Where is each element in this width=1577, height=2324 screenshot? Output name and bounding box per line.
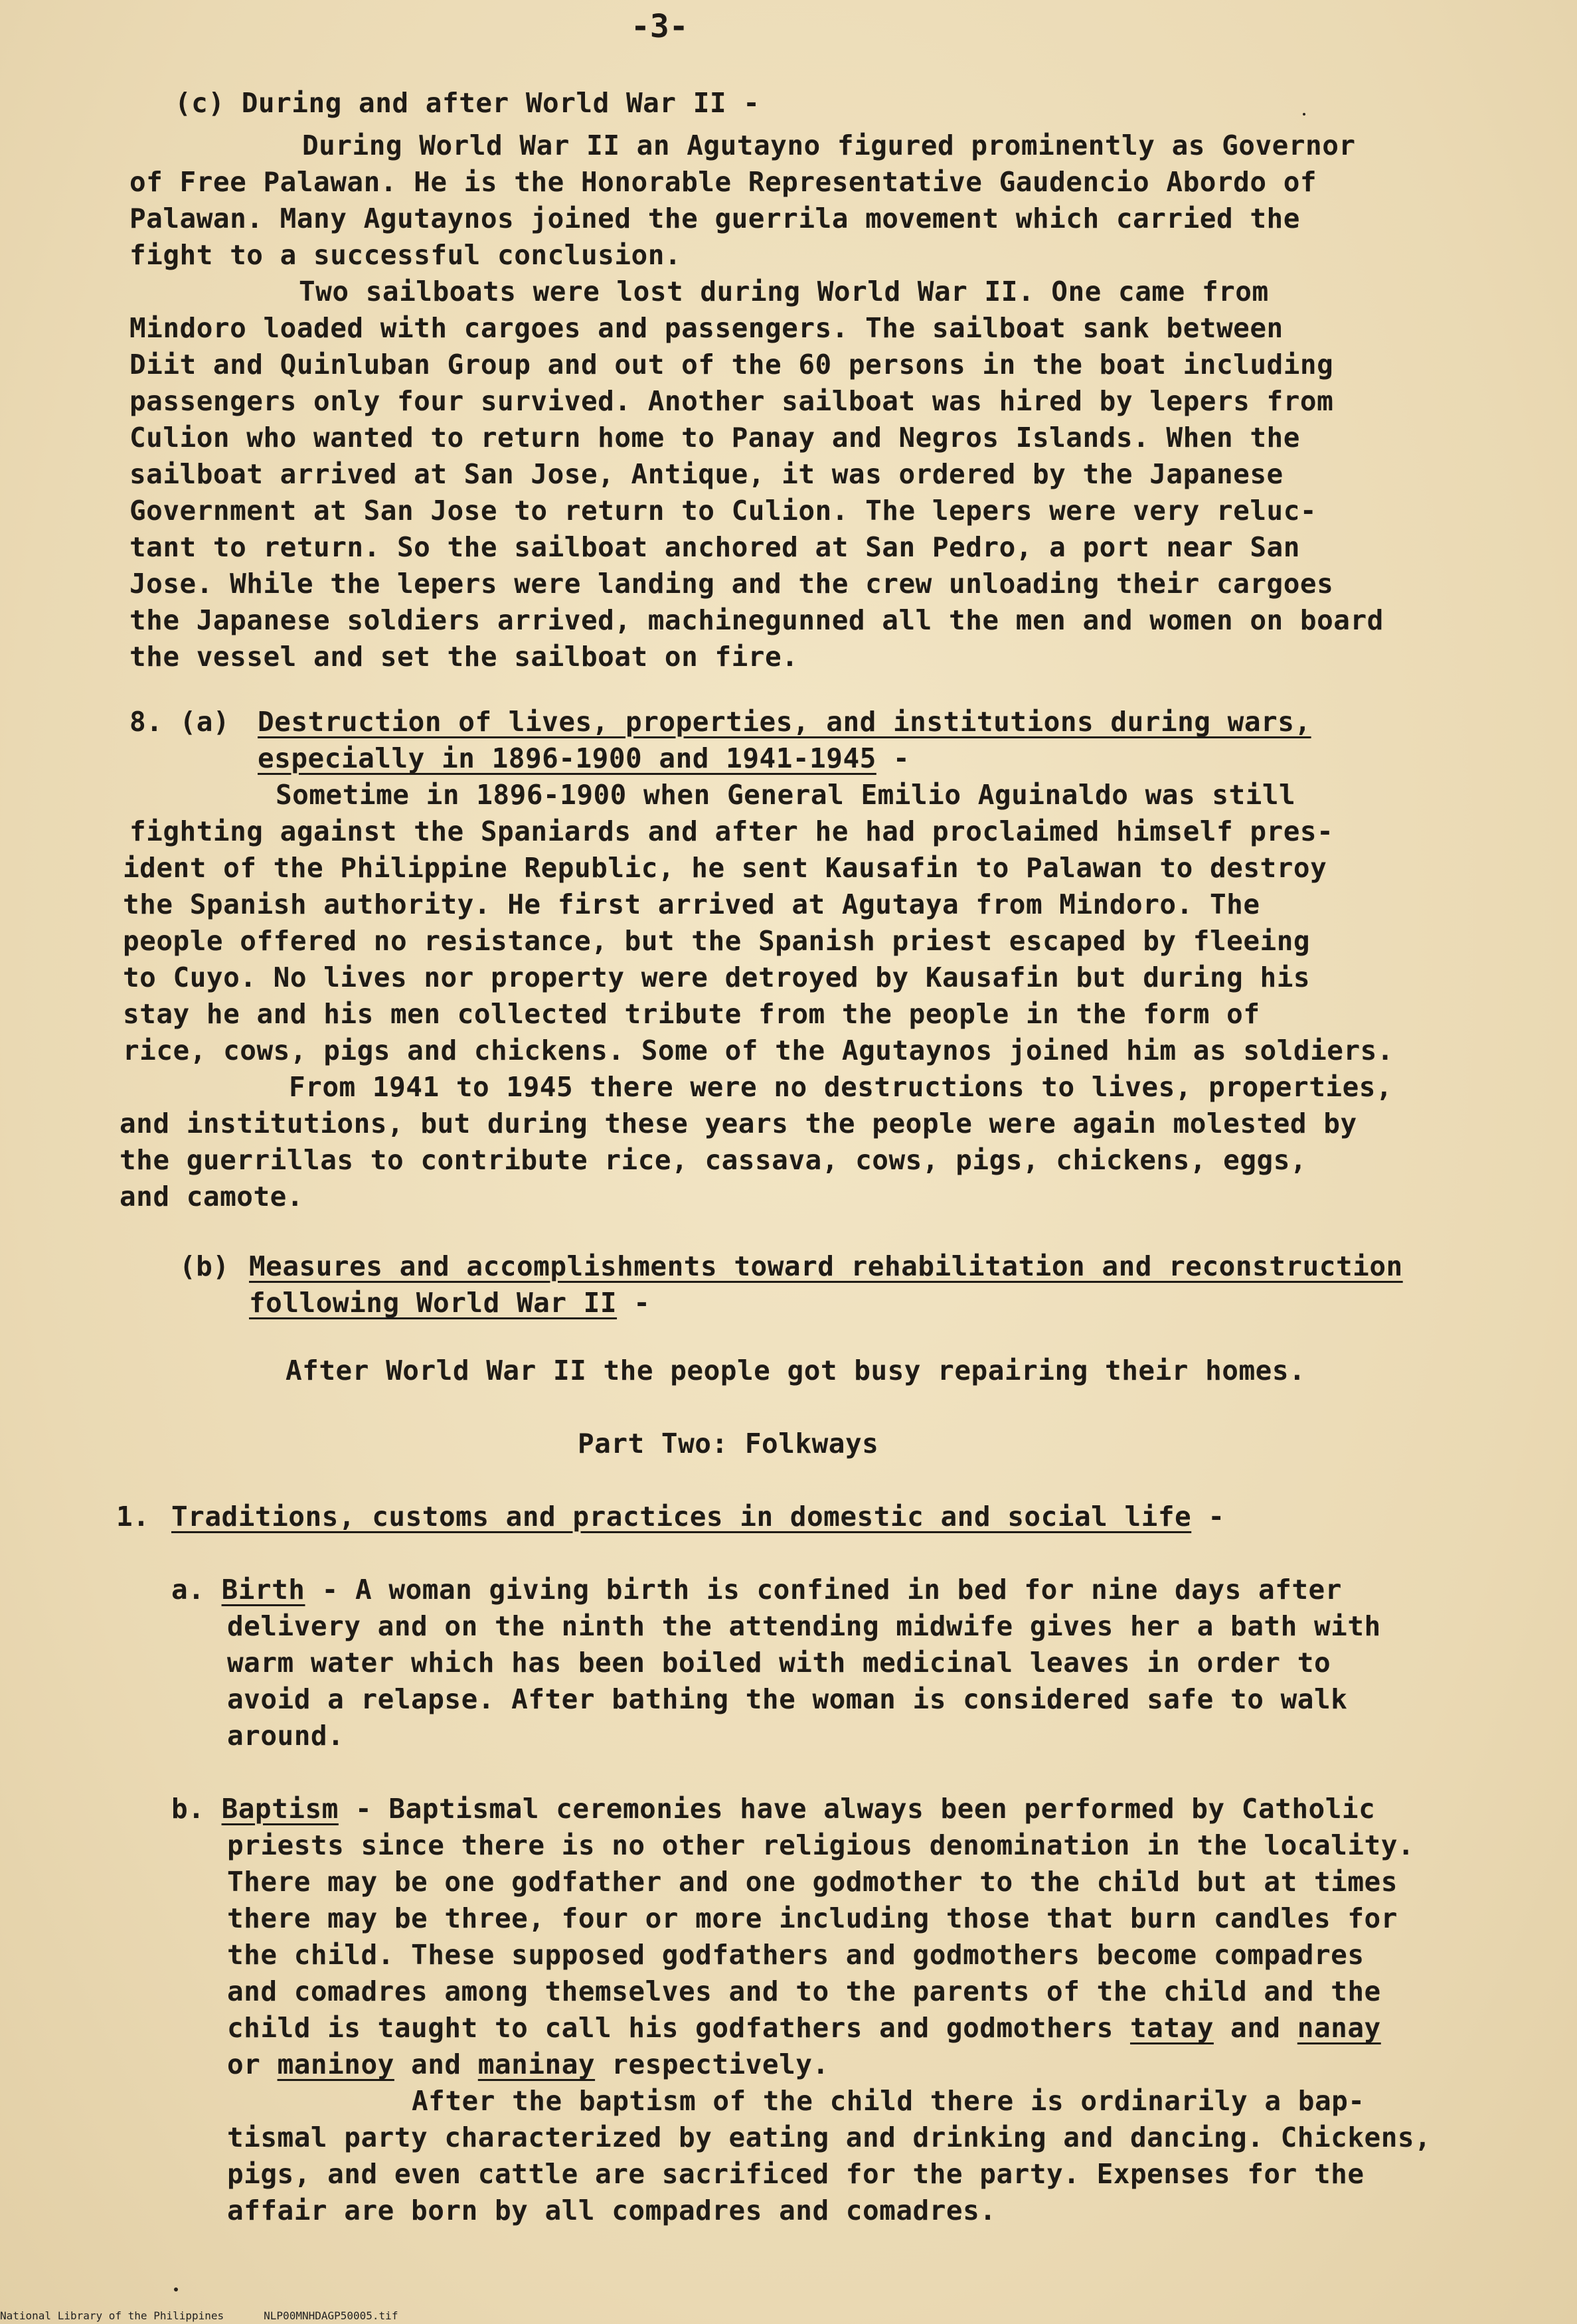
birth-term: Birth [221,1574,305,1606]
section-8a-heading-line2: especially in 1896-1900 and 1941-1945 [258,742,876,774]
text-line: Sometime in 1896-1900 when General Emilio Aguinaldo was still [276,779,1296,811]
text-line: the Japanese soldiers arrived, machinegunned all the men and women on board [129,604,1384,636]
term-nanay: nanay [1297,2012,1381,2044]
text-line: Two sailboats were lost during World War II. One came from [299,276,1269,307]
item-b-label: b. [171,1793,205,1825]
text-line: the vessel and set the sailboat on fire. [129,641,799,673]
section-8a-number: 8. (a) [129,706,230,738]
section-1-number: 1. [116,1501,150,1533]
text-line: tismal party characterized by eating and drinking and dancing. Chickens, [227,2121,1432,2153]
term-maninay: maninay [477,2048,596,2080]
text-line-with-terms [227,2010,1381,2046]
paper-speck [1303,113,1305,116]
text-line: avoid a relapse. After bathing the woman is considered safe to walk [227,1683,1348,1715]
text-line: warm water which has been boiled with medicinal leaves in order to [227,1647,1331,1679]
text-line: the guerrillas to contribute rice, cassava, cows, pigs, chickens, eggs, [120,1144,1307,1176]
text-line: Mindoro loaded with cargoes and passengers. The sailboat sank between [129,312,1284,344]
text-line: passengers only four survived. Another sailboat was hired by lepers from [129,385,1334,417]
section-8b-heading-line2-wrap [249,1285,650,1321]
text-line: fighting against the Spaniards and after he had proclaimed himself pres- [129,815,1334,847]
text-line: delivery and on the ninth the attending midwife gives her a bath with [227,1610,1381,1642]
text-line: Palawan. Many Agutaynos joined the guerrila movement which carried the [129,203,1300,234]
heading-suffix: - [1191,1501,1225,1533]
item-a-label: a. [171,1574,205,1606]
text-fragment: respectively. [595,2048,829,2080]
text-line: Government at San Jose to return to Culion. The lepers were very reluc- [129,495,1317,527]
text-line: around. [227,1720,345,1752]
section-7c-heading: (c) During and after World War II - [175,87,760,119]
text-line: Diit and Quinluban Group and out of the 60 persons in the boat including [129,349,1334,380]
section-8b-heading-line1: Measures and accomplishments toward rehabilitation and reconstruction [249,1250,1403,1282]
section-1-heading: Traditions, customs and practices in domestic and social life [171,1501,1192,1533]
text-line: sailboat arrived at San Jose, Antique, it was ordered by the Japanese [129,458,1284,490]
section-8a-heading-line1: Destruction of lives, properties, and institutions during wars, [258,706,1311,738]
text-line: pigs, and even cattle are sacrificed for the party. Expenses for the [227,2158,1365,2190]
text-line: there may be three, four or more including those that burn candles for [227,1902,1398,1934]
baptism-term: Baptism [221,1793,339,1825]
footer-file: NLP00MNHDAGP50005.tif [264,2309,398,2322]
page-number: -3- [631,8,689,45]
text-line: There may be one godfather and one godmother to the child but at times [227,1866,1398,1898]
text-fragment: and [1213,2012,1297,2044]
text-line: the child. These supposed godfathers and godmothers become compadres [227,1939,1365,1971]
item-b-text: - Baptismal ceremonies have always been performed by Catholic [338,1793,1376,1825]
text-line: Jose. While the lepers were landing and the crew unloading their cargoes [129,568,1334,600]
text-line: From 1941 to 1945 there were no destructions to lives, properties, [289,1071,1393,1103]
text-line: stay he and his men collected tribute from the people in the form of [123,998,1260,1030]
footer-source: National Library of the Philippines [0,2309,224,2322]
text-line: During World War II an Agutayno figured prominently as Governor [302,129,1356,161]
section-8b-heading-line2: following World War II [249,1287,618,1319]
text-fragment: and [394,2048,478,2080]
text-line: of Free Palawan. He is the Honorable Representative Gaudencio Abordo of [129,166,1317,198]
heading-suffix: - [876,742,910,774]
part-two-title: Part Two: Folkways [578,1428,879,1459]
item-b-line [171,1791,1375,1827]
text-line: rice, cows, pigs and chickens. Some of the Agutaynos joined him as soldiers. [123,1035,1394,1066]
term-maninoy: maninoy [277,2048,394,2080]
term-tatay: tatay [1129,2012,1214,2044]
item-a-text: - A woman giving birth is confined in bed for nine days after [305,1574,1342,1606]
text-line: the Spanish authority. He first arrived at Agutaya from Mindoro. The [123,888,1260,920]
text-line: ident of the Philippine Republic, he sent Kausafin to Palawan to destroy [123,852,1327,884]
text-line: to Cuyo. No lives nor property were detroyed by Kausafin but during his [123,961,1311,993]
paper-speck [174,2287,178,2291]
text-fragment: child is taught to call his godfathers and godmothers [227,2012,1130,2044]
footer [0,2309,438,2323]
text-line: and institutions, but during these years the people were again molested by [120,1108,1357,1139]
text-line: tant to return. So the sailboat anchored at San Pedro, a port near San [129,531,1300,563]
text-line: and camote. [120,1181,304,1212]
text-line: After the baptism of the child there is ordinarily a bap- [412,2085,1365,2117]
text-line: fight to a successful conclusion. [129,239,682,271]
section-8b-text: After World War II the people got busy repairing their homes. [286,1355,1306,1386]
text-line-with-terms [227,2046,829,2083]
section-1-heading-wrap [171,1499,1225,1535]
section-8a-heading-line2-wrap [258,740,910,777]
text-line: priests since there is no other religious denomination in the locality. [227,1829,1415,1861]
text-line: affair are born by all compadres and comadres. [227,2195,997,2226]
text-line: Culion who wanted to return home to Panay and Negros Islands. When the [129,422,1300,454]
heading-suffix: - [617,1287,651,1319]
text-line: people offered no resistance, but the Spanish priest escaped by fleeing [123,925,1311,957]
text-line: and comadres among themselves and to the parents of the child and the [227,1975,1381,2007]
text-fragment: or [227,2048,278,2080]
section-8b-number: (b) [179,1250,230,1282]
item-a-line [171,1572,1342,1608]
